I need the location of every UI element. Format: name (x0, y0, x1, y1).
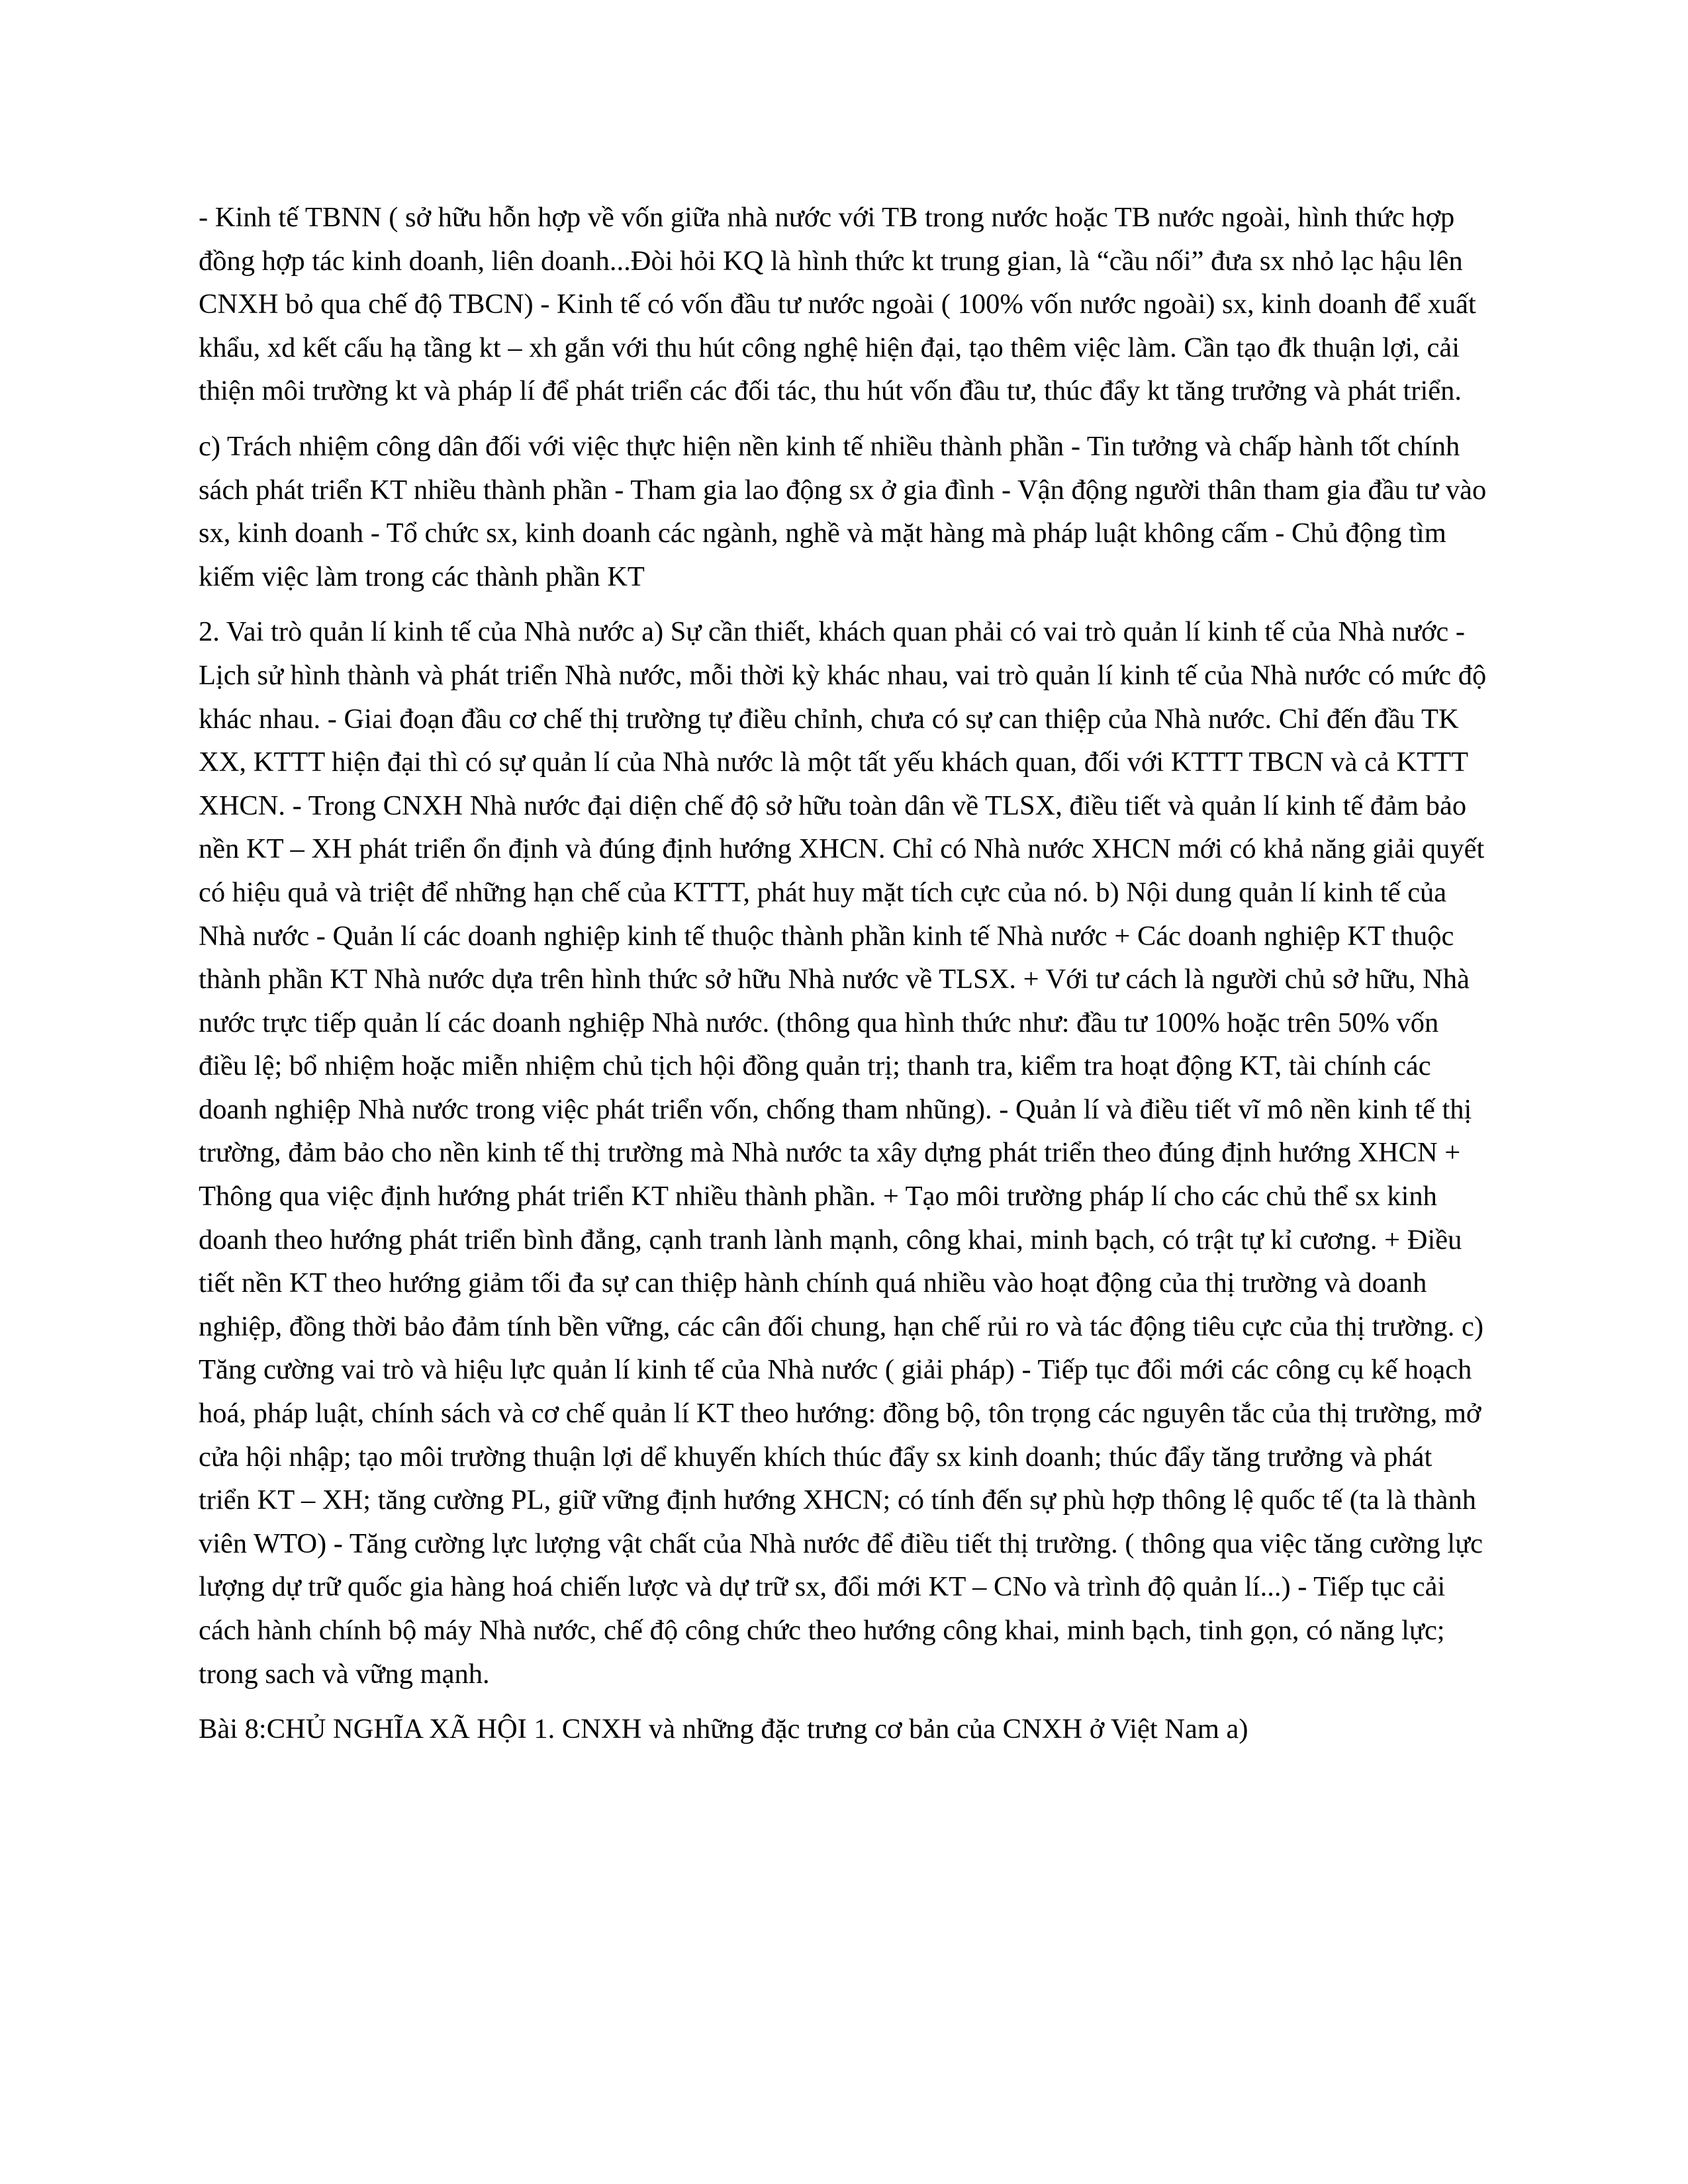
document-page (199, 196, 1489, 1763)
paragraph-lesson-8-heading: Bài 8:CHỦ NGHĨA XÃ HỘI 1. CNXH và những đặc trưng cơ bản của CNXH ở Việt Nam a) (199, 1713, 1248, 1745)
paragraph-state-management: 2. Vai trò quản lí kinh tế của Nhà nước a) Sự cần thiết, khách quan phải có vai trò quản lí kinh tế của Nhà nước - Lịch sử hình thành và phát triển Nhà nước, mỗi thời kỳ khác nhau, vai trò quản lí kinh tế của Nhà nước có mức độ khác nhau. - Giai đoạn đầu cơ chế thị trường tự điều chỉnh, chưa có sự can thiệp của Nhà nước. Chỉ đến đầu TK XX, KTTT hiện đại thì có sự quản lí của Nhà nước là một tất yếu khách quan, đối với KTTT TBCN và cả KTTT XHCN. - Trong CNXH Nhà nước đại diện chế độ sở hữu toàn dân về TLSX, điều tiết và quản lí kinh tế đảm bảo nền KT – XH phát triển ổn định và đúng định hướng XHCN. Chỉ có Nhà nước XHCN mới có khả năng giải quyết có hiệu quả và triệt để những hạn chế của KTTT, phát huy mặt tích cực của nó. b) Nội dung quản lí kinh tế của Nhà nước - Quản lí các doanh nghiệp kinh tế thuộc thành phần kinh tế Nhà nước + Các doanh nghiệp KT thuộc thành phần KT Nhà nước dựa trên hình thức sở hữu Nhà nước về TLSX. + Với tư cách là người chủ sở hữu, Nhà nước trực tiếp quản lí các doanh nghiệp Nhà nước. (thông qua hình thức như: đầu tư 100% hoặc trên 50% vốn điều lệ; bổ nhiệm hoặc miễn nhiệm chủ tịch hội đồng quản trị; thanh tra, kiểm tra hoạt động KT, tài chính các doanh nghiệp Nhà nước trong việc phát triển vốn, chống tham nhũng). - Quản lí và điều tiết vĩ mô nền kinh tế thị trường, đảm bảo cho nền kinh tế thị trường mà Nhà nước ta xây dựng phát triển theo đúng định hướng XHCN + Thông qua việc định hướng phát triển KT nhiều thành phần. + Tạo môi trường pháp lí cho các chủ thể sx kinh doanh theo hướng phát triển bình đẳng, cạnh tranh lành mạnh, công khai, minh bạch, có trật tự kỉ cương. + Điều tiết nền KT theo hướng giảm tối đa sự can thiệp hành chính quá nhiều vào hoạt động của thị trường và doanh nghiệp, đồng thời bảo đảm tính bền vững, các cân đối chung, hạn chế rủi ro và tác động tiêu cực của thị trường. c) Tăng cường vai trò và hiệu lực quản lí kinh tế của Nhà nước ( giải pháp) - Tiếp tục đổi mới các công cụ kế hoạch hoá, pháp luật, chính sách và cơ chế quản lí KT theo hướng: đồng bộ, tôn trọng các nguyên tắc của thị trường, mở cửa hội nhập; tạo môi trường thuận lợi dể khuyến khích thúc đẩy sx kinh doanh; thúc đẩy tăng trưởng và phát triển KT – XH; tăng cường PL, giữ vững định hướng XHCN; có tính đến sự phù hợp thông lệ quốc tế (ta là thành viên WTO) - Tăng cường lực lượng vật chất của Nhà nước để điều tiết thị trường. ( thông qua việc tăng cường lực lượng dự trữ quốc gia hàng hoá chiến lược và dự trữ sx, đổi mới KT – CNo và trình độ quản lí...) - Tiếp tục cải cách hành chính bộ máy Nhà nước, chế độ công chức theo hướng công khai, minh bạch, tinh gọn, có năng lực; trong sach và vững mạnh. (199, 616, 1487, 1690)
paragraph-economic-sectors: - Kinh tế TBNN ( sở hữu hỗn hợp về vốn giữa nhà nước với TB trong nước hoặc TB nước ngoài, hình thức hợp đồng hợp tác kinh doanh, liên doanh...Đòi hỏi KQ là hình thức kt trung gian, là “cầu nối” đưa sx nhỏ lạc hậu lên CNXH bỏ qua chế độ TBCN) - Kinh tế có vốn đầu tư nước ngoài ( 100% vốn nước ngoài) sx, kinh doanh để xuất khẩu, xd kết cấu hạ tầng kt – xh gắn với thu hút công nghệ hiện đại, tạo thêm việc làm. Cần tạo đk thuận lợi, cải thiện môi trường kt và pháp lí để phát triển các đối tác, thu hút vốn đầu tư, thúc đẩy kt tăng trưởng và phát triển. (199, 202, 1476, 407)
paragraph-citizen-responsibility: c) Trách nhiệm công dân đối với việc thực hiện nền kinh tế nhiều thành phần - Tin tưởng và chấp hành tốt chính sách phát triển KT nhiều thành phần - Tham gia lao động sx ở gia đình - Vận động người thân tham gia đầu tư vào sx, kinh doanh - Tổ chức sx, kinh doanh các ngành, nghề và mặt hàng mà pháp luật không cấm - Chủ động tìm kiếm việc làm trong các thành phần KT (199, 430, 1487, 592)
